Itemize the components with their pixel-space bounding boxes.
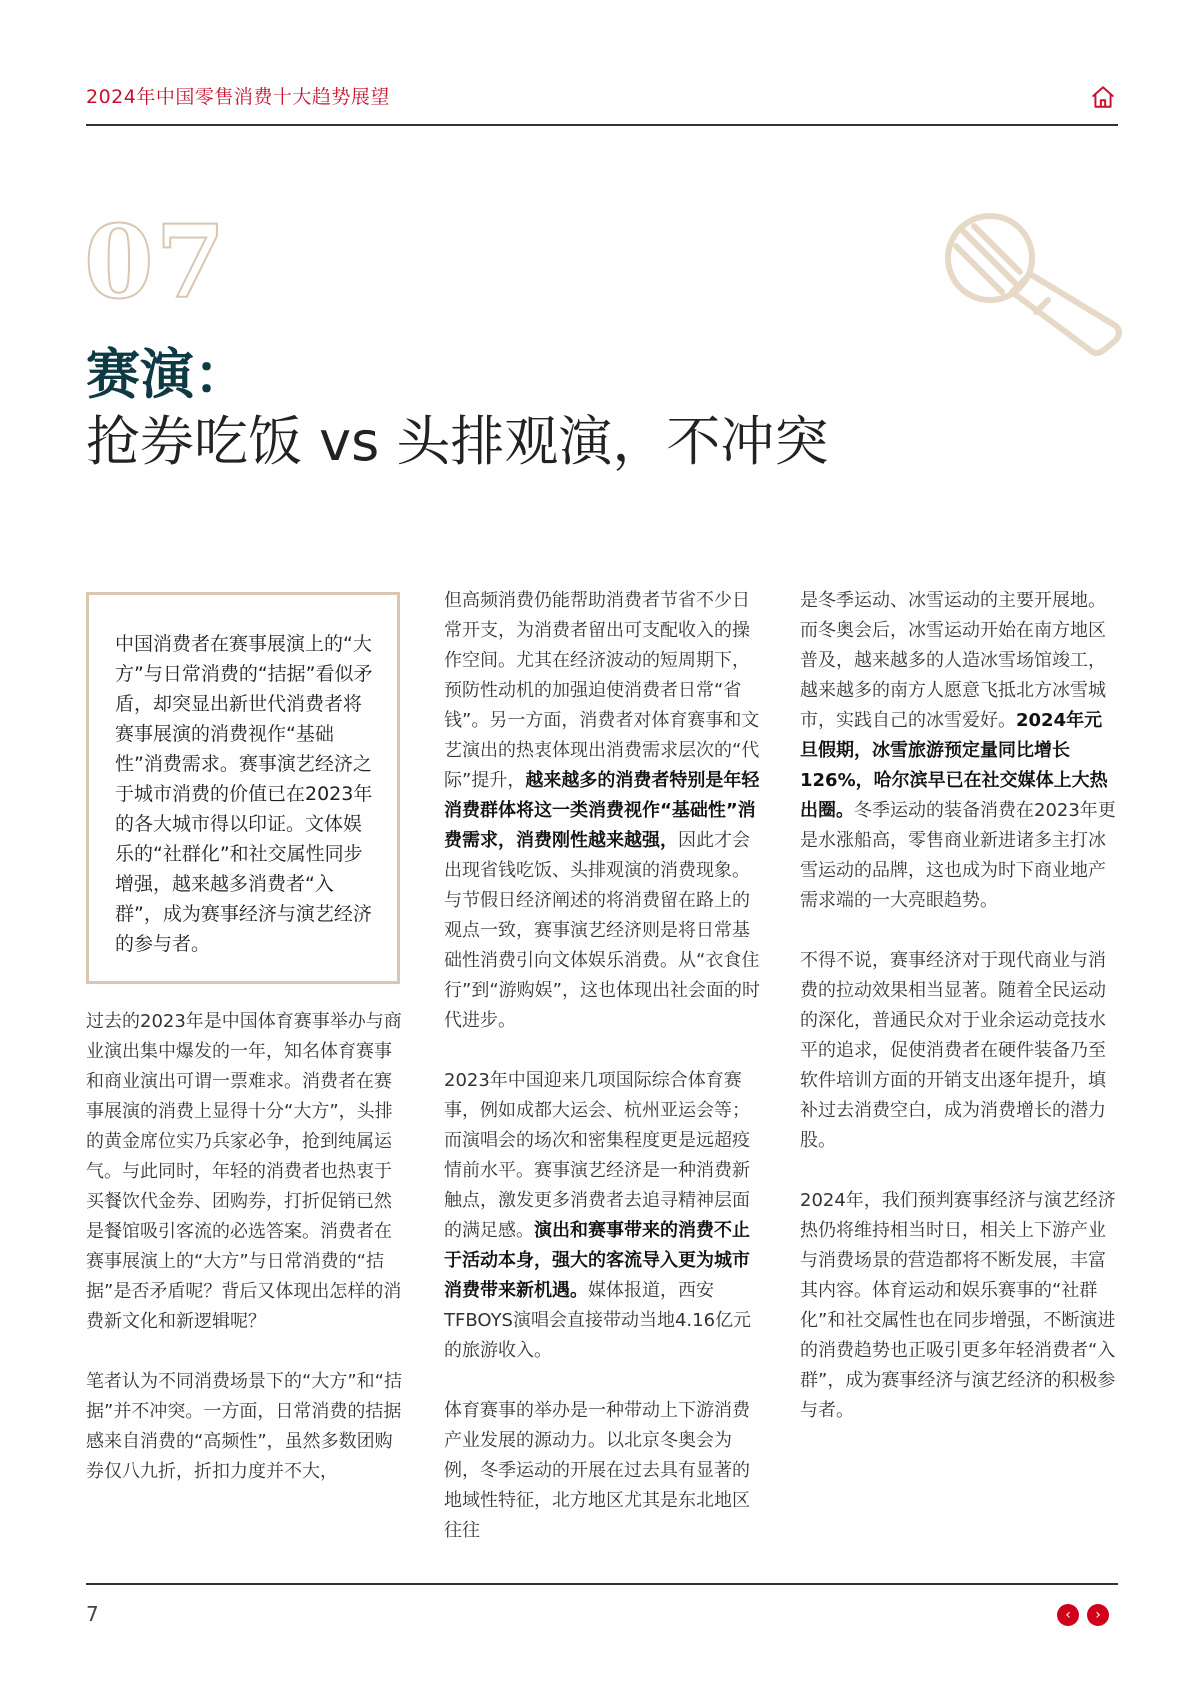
header-divider xyxy=(86,124,1118,126)
section-title: 赛演： xyxy=(86,343,248,406)
paragraph-text: 因此才会出现省钱吃饭、头排观演的消费现象。与节假日经济阐述的将消费留在路上的观点一致，赛事演艺经济则是将日常基础性消费引向文体娱乐消费。从“衣食住行”到“游购娱”，这也体现出社会面的时代进步。 xyxy=(444,830,760,1031)
home-icon[interactable] xyxy=(1090,84,1116,110)
section-number: 07 xyxy=(84,203,228,321)
text-column-2 xyxy=(444,586,762,1576)
paragraph-text: 是冬季运动、冰雪运动的主要开展地。而冬奥会后，冰雪运动开始在南方地区普及，越来越多的人造冰雪场馆竣工，越来越多的南方人愿意飞抵北方冰雪城市，实践自己的冰雪爱好。 xyxy=(800,590,1106,731)
paragraph: 2024年，我们预判赛事经济与演艺经济热仍将维持相当时日，相关上下游产业与消费场景的营造都将不断发展，丰富其内容。体育运动和娱乐赛事的“社群化”和社交属性也在同步增强，不断演进的消费趋势也正吸引更多年轻消费者“入群”，成为赛事经济与演艺经济的积极参与者。 xyxy=(800,1190,1116,1421)
page-number: 7 xyxy=(86,1602,99,1626)
text-column-1 xyxy=(86,1007,404,1517)
paragraph xyxy=(800,586,1118,916)
footer-divider xyxy=(86,1583,1118,1585)
next-page-button[interactable]: › xyxy=(1087,1604,1109,1626)
emphasis-text: 演出和赛事带来的消费不止于活动本身，强大的客流导入更为城市消费带来新机遇。 xyxy=(444,1220,750,1301)
paragraph: 不得不说，赛事经济对于现代商业与消费的拉动效果相当显著。随着全民运动的深化，普通民众对于业余运动竞技水平的追求，促使消费者在硬件装备乃至软件培训方面的开销支出逐年提升，填补过去消费空白，成为消费增长的潜力股。 xyxy=(800,950,1106,1151)
paragraph xyxy=(444,586,762,1036)
paragraph-text: 2023年中国迎来几项国际综合体育赛事，例如成都大运会、杭州亚运会等；而演唱会的场次和密集程度更是远超疫情前水平。赛事演艺经济是一种消费新触点，激发更多消费者去追寻精神层面的满足感。 xyxy=(444,1070,750,1241)
microphone-icon xyxy=(930,200,1130,380)
previous-page-button[interactable]: ‹ xyxy=(1057,1604,1079,1626)
document-header-title: 2024年中国零售消费十大趋势展望 xyxy=(86,86,390,108)
emphasis-text: 越来越多的消费者特别是年轻消费群体将这一类消费视作“基础性”消费需求，消费刚性越来越强， xyxy=(444,770,760,851)
emphasis-text: 2024年元旦假期，冰雪旅游预定量同比增长126%，哈尔滨早已在社交媒体上大热出圈。 xyxy=(800,710,1108,821)
paragraph-text: 但高频消费仍能帮助消费者节省不少日常开支，为消费者留出可支配收入的操作空间。尤其在经济波动的短周期下，预防性动机的加强迫使消费者日常“省钱”。另一方面，消费者对体育赛事和文艺演出的热衷体现出消费需求层次的“代际”提升， xyxy=(444,590,760,791)
callout-box xyxy=(86,592,400,984)
text-column-3 xyxy=(800,586,1118,1456)
paragraph xyxy=(444,1066,762,1366)
paragraph: 过去的2023年是中国体育赛事举办与商业演出集中爆发的一年，知名体育赛事和商业演出可谓一票难求。消费者在赛事展演的消费上显得十分“大方”，头排的黄金席位实乃兵家必争，抢到纯属运气。与此同时，年轻的消费者也热衷于买餐饮代金券、团购券，打折促销已然是餐馆吸引客流的必选答案。消费者在赛事展演上的“大方”与日常消费的“拮据”是否矛盾呢？背后又体现出怎样的消费新文化和新逻辑呢？ xyxy=(86,1011,402,1332)
paragraph: 体育赛事的举办是一种带动上下游消费产业发展的源动力。以北京冬奥会为例，冬季运动的开展在过去具有显著的地域性特征，北方地区尤其是东北地区往往 xyxy=(444,1400,750,1541)
paragraph-text: 媒体报道，西安TFBOYS演唱会直接带动当地4.16亿元的旅游收入。 xyxy=(444,1280,752,1361)
paragraph: 笔者认为不同消费场景下的“大方”和“拮据”并不冲突。一方面，日常消费的拮据感来自消费的“高频性”，虽然多数团购券仅八九折，折扣力度并不大， xyxy=(86,1371,402,1482)
callout-text: 中国消费者在赛事展演上的“大方”与日常消费的“拮据”看似矛盾，却突显出新世代消费者将赛事展演的消费视作“基础性”消费需求。赛事演艺经济之于城市消费的价值已在2023年的各大城市得以印证。文体娱乐的“社群化”和社交属性同步增强，越来越多消费者“入群”，成为赛事经济与演艺经济的参与者。 xyxy=(115,633,373,955)
section-subtitle: 抢券吃饭 vs 头排观演，不冲突 xyxy=(86,410,829,473)
paragraph-text: 冬季运动的装备消费在2023年更是水涨船高，零售商业新进诸多主打冰雪运动的品牌，这也成为时下商业地产需求端的一大亮眼趋势。 xyxy=(800,800,1116,911)
